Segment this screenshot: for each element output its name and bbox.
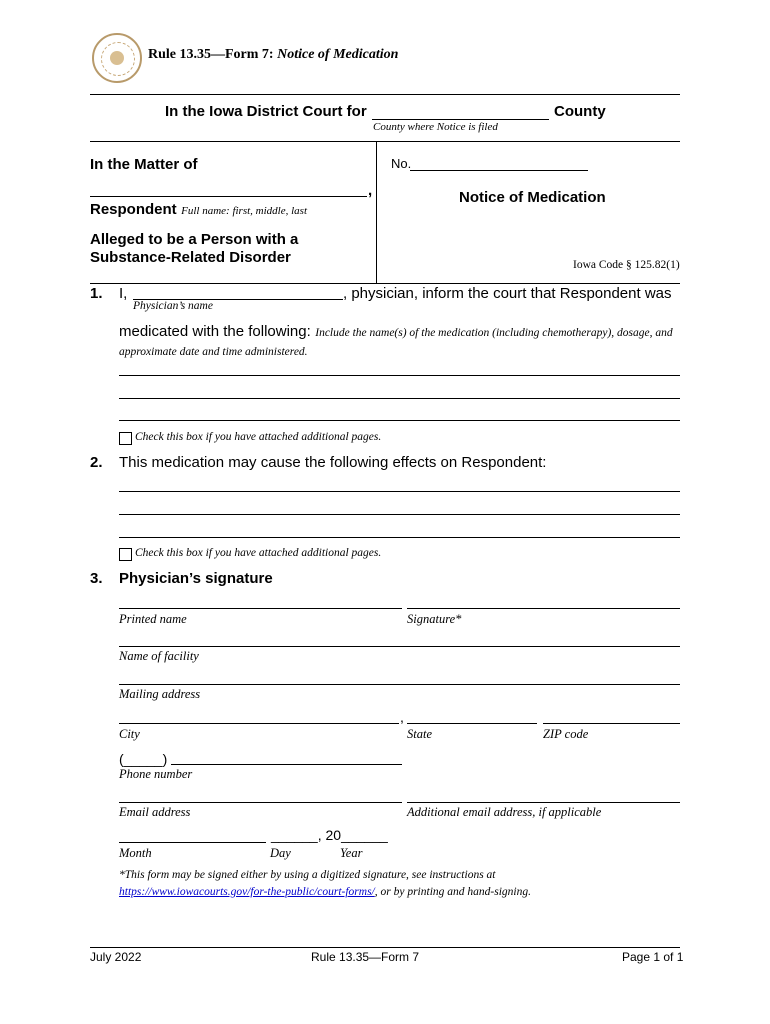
additional-pages-checkbox-1[interactable] <box>119 432 132 445</box>
medication-line-1[interactable] <box>119 375 680 376</box>
state-field[interactable] <box>407 723 537 724</box>
email-caption: Email address <box>119 805 191 819</box>
facility-field[interactable] <box>119 646 680 647</box>
footer-page: Page 1 of 1 <box>622 950 684 964</box>
header-divider <box>90 94 680 95</box>
medication-text <box>119 323 679 361</box>
rule-number: Rule 13.35—Form 7: <box>148 47 278 62</box>
medication-line-3[interactable] <box>119 420 680 421</box>
signature-note <box>119 867 680 901</box>
form-header <box>148 47 398 63</box>
mailing-address-field[interactable] <box>119 684 680 685</box>
caption-vertical-divider <box>376 141 377 284</box>
day-caption: Day <box>270 846 291 860</box>
day-year-field[interactable]: ______, 20______ <box>271 827 388 843</box>
caption-bottom-divider <box>90 283 680 284</box>
respondent-comma: , <box>368 182 373 199</box>
effects-line-1[interactable] <box>119 491 680 492</box>
year-caption: Year <box>340 846 363 860</box>
footer-divider <box>90 947 680 948</box>
city-caption: City <box>119 727 140 741</box>
footer-form: Rule 13.35—Form 7 <box>311 950 420 964</box>
additional-pages-label-2: Check this box if you have attached additional pages. <box>135 547 382 559</box>
phone-field[interactable] <box>171 764 402 765</box>
respondent-name-field[interactable] <box>90 196 367 197</box>
respondent-label-row <box>90 201 307 219</box>
item-1-tail: , physician, inform the court that Respondent was <box>343 285 672 302</box>
printed-name-caption: Printed name <box>119 612 187 626</box>
item-1-number: 1. <box>90 285 103 302</box>
mailing-address-caption: Mailing address <box>119 687 201 701</box>
item-3-number: 3. <box>90 570 103 587</box>
city-comma: , <box>400 709 404 725</box>
signature-note-tail: , or by printing and hand-signing. <box>374 886 531 898</box>
court-label: In the Iowa District Court for <box>165 103 367 120</box>
effects-line-3[interactable] <box>119 537 680 538</box>
county-caption: County where Notice is filed <box>373 121 498 133</box>
medicated-label: medicated with the following: <box>119 323 311 340</box>
month-field[interactable] <box>119 842 266 843</box>
iowa-code: Iowa Code § 125.82(1) <box>573 259 680 271</box>
signature-caption: Signature* <box>407 612 462 626</box>
zip-caption: ZIP code <box>543 727 589 741</box>
county-field[interactable] <box>372 119 549 120</box>
respondent-hint: Full name: first, middle, last <box>181 205 308 217</box>
medication-instruction: Include the name(s) of the medication (including chemotherapy), dosage, and approximate date and time administered. <box>119 327 673 358</box>
medication-line-2[interactable] <box>119 398 680 399</box>
effects-line-2[interactable] <box>119 514 680 515</box>
county-word: County <box>554 103 606 120</box>
signature-note-text: *This form may be signed either by using a digitized signature, see instructions at <box>119 869 496 881</box>
case-number-field[interactable] <box>410 170 588 171</box>
item-1-i: I, <box>119 285 128 302</box>
signature-field[interactable] <box>407 608 680 609</box>
facility-caption: Name of facility <box>119 649 199 663</box>
court-seal-icon <box>92 33 142 83</box>
city-field[interactable] <box>119 723 399 724</box>
item-2-number: 2. <box>90 454 103 471</box>
alleged-statement: Alleged to be a Person with a Substance-Related Disorder <box>90 231 299 266</box>
zip-field[interactable] <box>543 723 680 724</box>
additional-email-field[interactable] <box>407 802 680 803</box>
email-field[interactable] <box>119 802 402 803</box>
state-caption: State <box>407 727 432 741</box>
notice-title: Notice of Medication <box>459 189 606 206</box>
respondent-label: Respondent <box>90 201 177 218</box>
additional-pages-label-1: Check this box if you have attached additional pages. <box>135 431 382 443</box>
item-2-text: This medication may cause the following effects on Respondent: <box>119 454 547 471</box>
phone-area-code[interactable]: (_____) <box>119 751 168 767</box>
phone-caption: Phone number <box>119 767 193 781</box>
signature-section-title: Physician’s signature <box>119 570 273 587</box>
court-forms-link[interactable]: https://www.iowacourts.gov/for-the-public/court-forms/ <box>119 886 375 898</box>
rule-title: Notice of Medication <box>277 47 399 62</box>
month-caption: Month <box>119 846 152 860</box>
physician-name-caption: Physician’s name <box>133 300 213 312</box>
additional-email-caption: Additional email address, if applicable <box>407 805 602 819</box>
case-number-label: No. <box>391 156 412 171</box>
caption-top-divider <box>90 141 680 142</box>
in-the-matter-of: In the Matter of <box>90 156 198 173</box>
additional-pages-checkbox-2[interactable] <box>119 548 132 561</box>
footer-date: July 2022 <box>90 950 142 964</box>
printed-name-field[interactable] <box>119 608 402 609</box>
